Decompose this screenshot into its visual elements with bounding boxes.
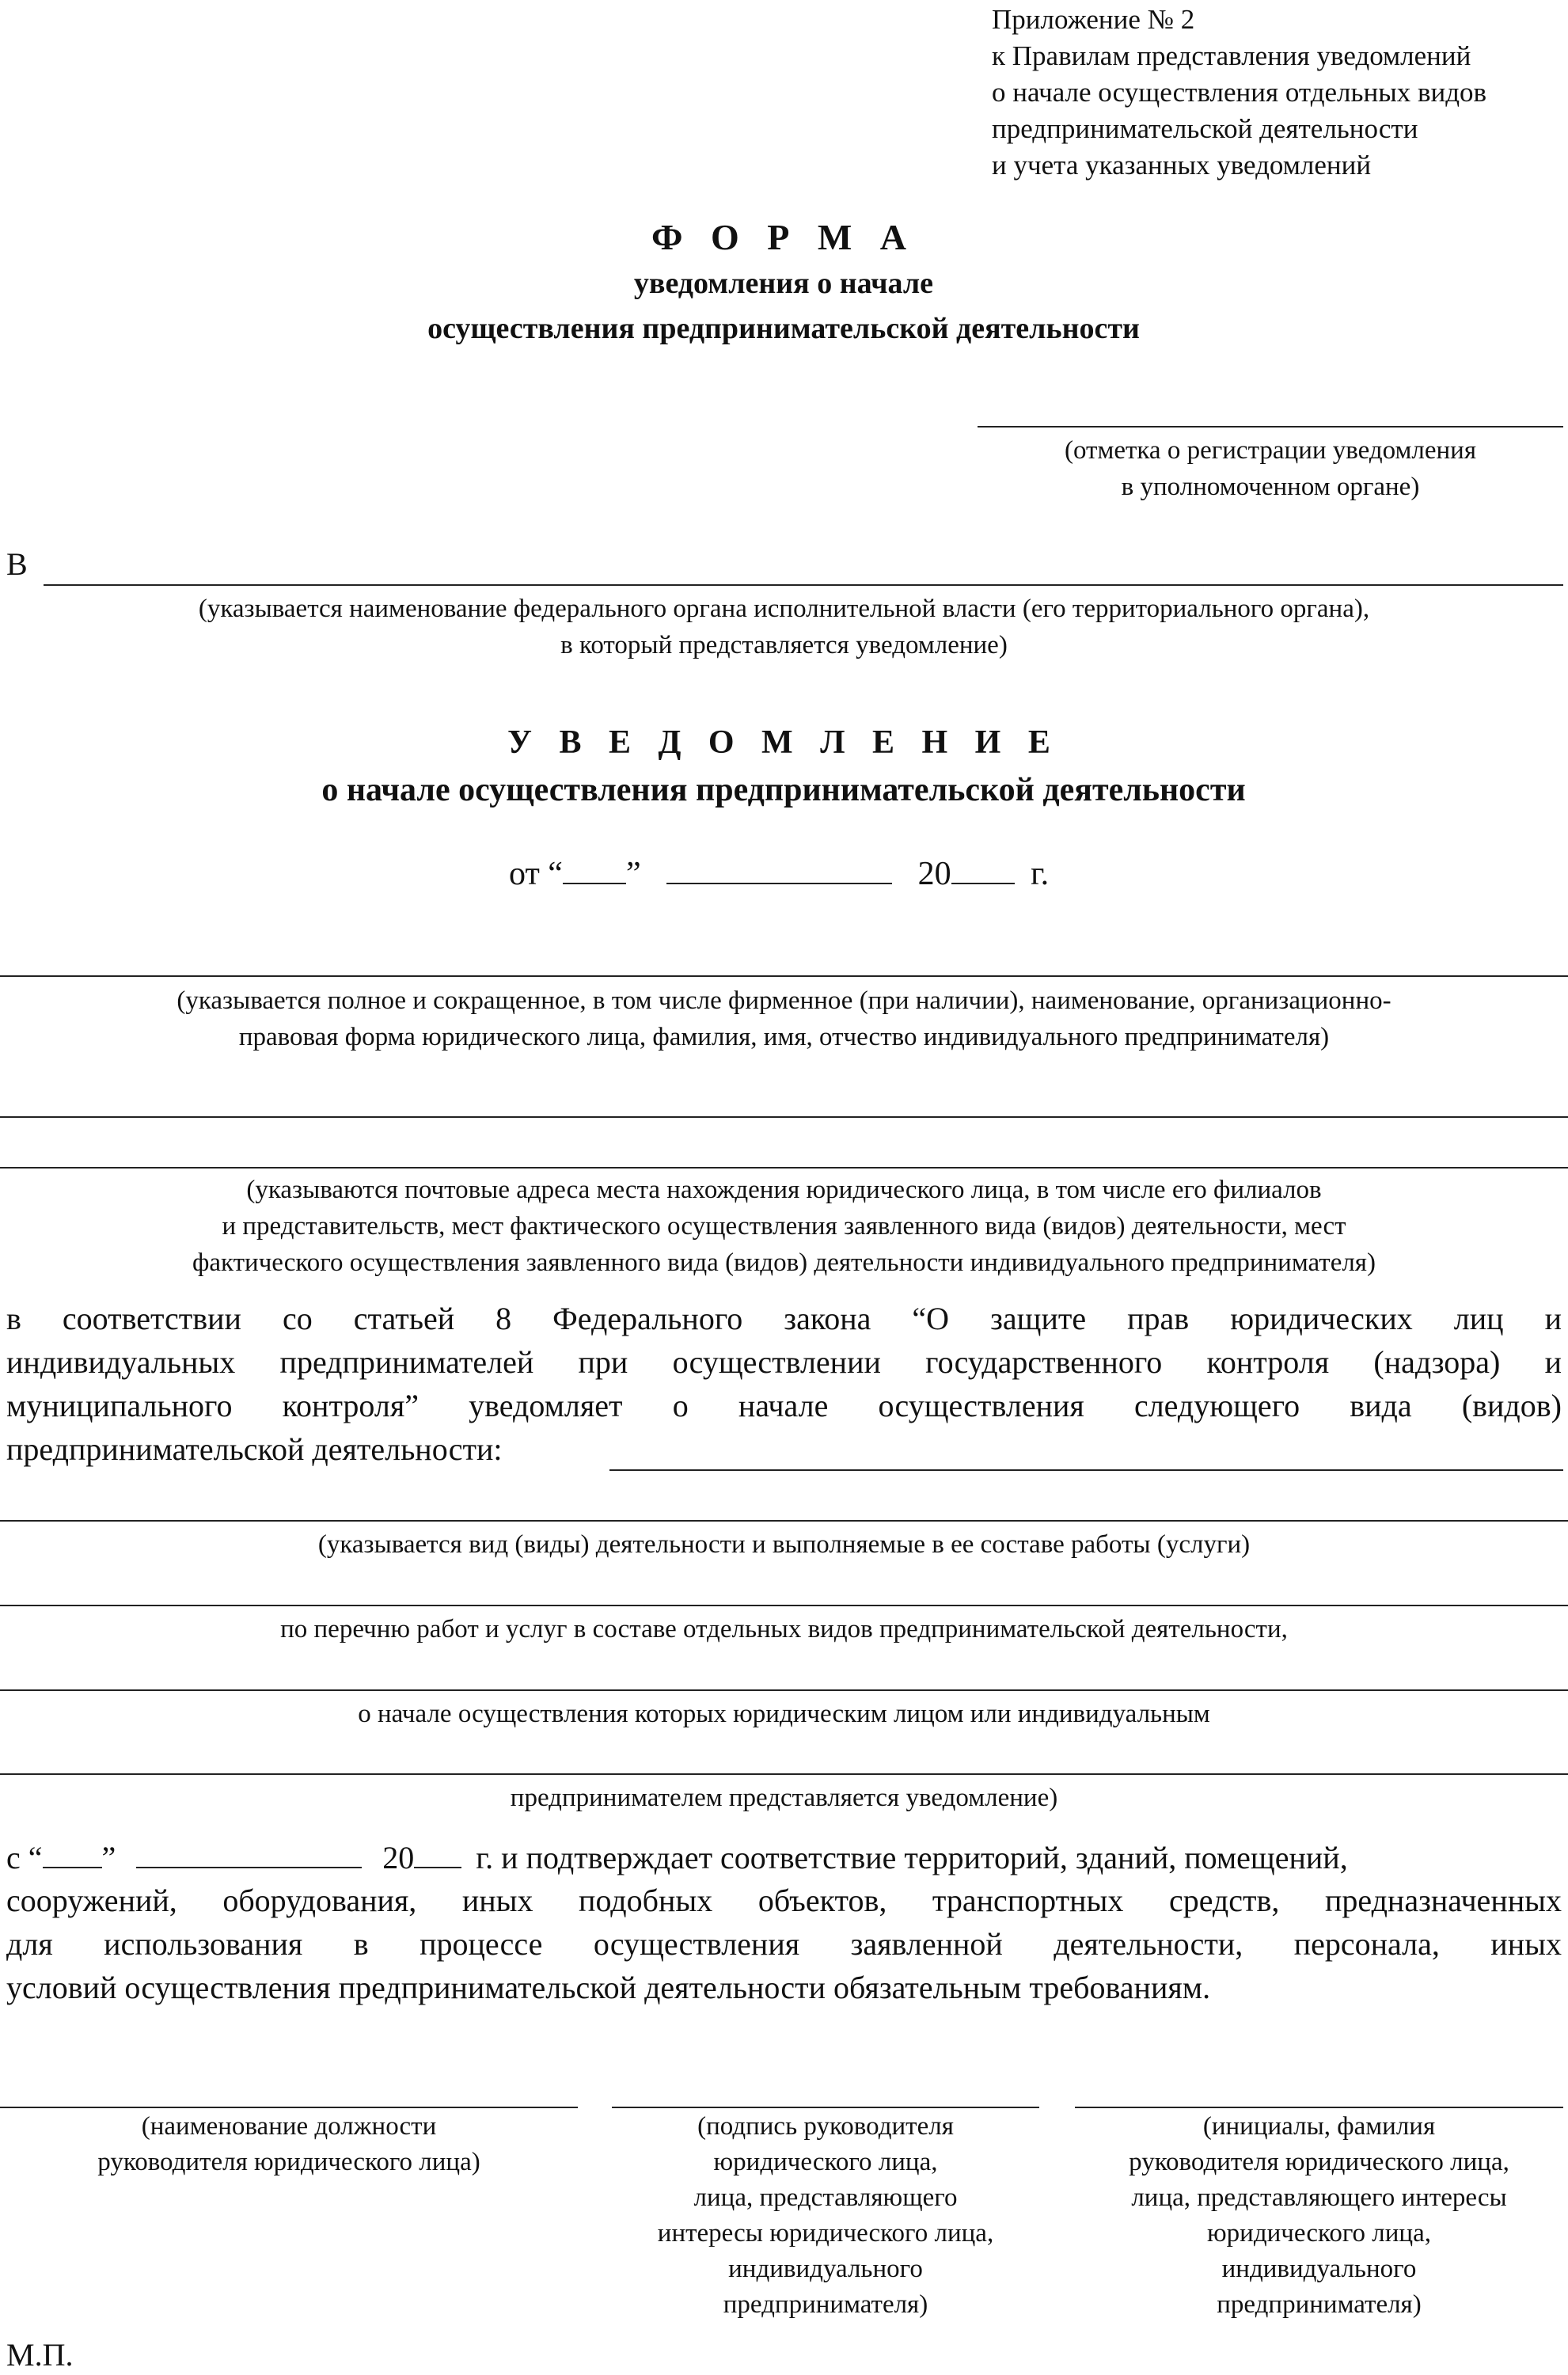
- entity-caption: [6, 982, 1562, 1055]
- start-month-blank[interactable]: [136, 1835, 362, 1868]
- form-title: Ф О Р М А: [651, 217, 917, 257]
- date-prefix: от “: [509, 856, 563, 892]
- recipient-caption: [6, 591, 1562, 663]
- caption-line: предпринимателя): [1217, 2290, 1422, 2319]
- caption-line: предпринимателем представляется уведомление): [510, 1784, 1058, 1812]
- paragraph-line: для использования в процессе осуществления заявленной деятельности, персонала, иных: [6, 1926, 1562, 1962]
- appendix-line: предпринимательской деятельности: [992, 113, 1418, 144]
- position-caption: [0, 2109, 578, 2180]
- main-paragraph: [6, 1297, 1562, 1471]
- registration-caption: [978, 432, 1563, 505]
- paragraph-line: в соответствии со статьей 8 Федерального закона “О защите прав юридических лиц и: [6, 1301, 1562, 1336]
- caption-line: (подпись руководителя: [697, 2112, 954, 2141]
- caption-line: индивидуального: [1221, 2255, 1417, 2283]
- caption-line: (указывается вид (виды) деятельности и выполняемые в ее составе работы (услуги): [317, 1530, 1251, 1559]
- date-suffix: г.: [1031, 856, 1050, 892]
- caption-line: в уполномоченном органе): [1121, 473, 1420, 501]
- activity-type-line-5[interactable]: [0, 1773, 1568, 1775]
- activity-type-line-3[interactable]: [0, 1605, 1568, 1606]
- start-date-quote-close: ”: [101, 1840, 116, 1875]
- caption-line: (указывается наименование федерального органа исполнительной власти (его территориального органа),: [198, 595, 1370, 623]
- month-blank[interactable]: [666, 851, 892, 884]
- caption-line: предпринимателя): [723, 2290, 928, 2319]
- recipient-prefix: В: [6, 546, 28, 582]
- appendix-line: Приложение № 2: [992, 4, 1195, 35]
- caption-line: (указывается полное и сокращенное, в том числе фирменное (при наличии), наименование, организационно-: [177, 986, 1391, 1015]
- paragraph-line: условий осуществления предпринимательской деятельности обязательным требованиям.: [6, 1970, 1211, 2005]
- name-caption: [1075, 2109, 1563, 2323]
- activity-type-line-2[interactable]: [0, 1520, 1568, 1522]
- caption-line: лица, представляющего: [693, 2183, 958, 2212]
- recipient-line[interactable]: [44, 584, 1563, 586]
- year-blank[interactable]: [951, 851, 1015, 884]
- address-line-1[interactable]: [0, 1116, 1568, 1118]
- activity-caption-4: [6, 1780, 1562, 1816]
- caption-line: в который представляется уведомление): [560, 631, 1008, 659]
- activity-type-line-1[interactable]: [609, 1469, 1563, 1471]
- appendix-header: [992, 2, 1562, 184]
- caption-line: руководителя юридического лица,: [1129, 2148, 1509, 2176]
- form-heading: [79, 214, 1488, 352]
- paragraph-line: индивидуальных предпринимателей при осуществлении государственного контроля (надзора) и: [6, 1344, 1562, 1380]
- caption-line: юридического лица,: [713, 2148, 938, 2176]
- caption-line: (отметка о регистрации уведомления: [1064, 436, 1477, 465]
- caption-line: правовая форма юридического лица, фамилия, имя, отчество индивидуального предпринимателя): [238, 1023, 1330, 1051]
- caption-line: (инициалы, фамилия: [1202, 2112, 1436, 2141]
- start-year-blank[interactable]: [414, 1835, 461, 1868]
- date-year-prefix: 20: [917, 856, 951, 892]
- caption-line: по перечню работ и услуг в составе отдельных видов предпринимательской деятельности,: [280, 1615, 1288, 1644]
- caption-line: лица, представляющего интересы: [1131, 2183, 1507, 2212]
- appendix-line: и учета указанных уведомлений: [992, 150, 1372, 180]
- compliance-paragraph: [6, 1835, 1562, 2009]
- day-blank[interactable]: [563, 851, 626, 884]
- caption-line: (наименование должности: [141, 2112, 437, 2141]
- activity-caption-2: [6, 1611, 1562, 1647]
- compliance-first-line: [6, 1835, 1562, 1879]
- start-year-prefix: 20: [382, 1840, 415, 1875]
- caption-line: и представительств, мест фактического осуществления заявленного вида (видов) деятельности, мест: [222, 1212, 1346, 1241]
- compliance-line-1-rest: г. и подтверждает соответствие территорий, зданий, помещений,: [476, 1840, 1348, 1875]
- date-quote-close: ”: [625, 856, 641, 892]
- signature-line[interactable]: [612, 2107, 1039, 2108]
- appendix-line: о начале осуществления отдельных видов: [992, 77, 1487, 108]
- caption-line: фактического осуществления заявленного вида (видов) деятельности индивидуального предпринимателя): [192, 1248, 1376, 1277]
- appendix-line: к Правилам представления уведомлений: [992, 40, 1471, 71]
- start-day-blank[interactable]: [43, 1835, 102, 1868]
- notification-heading: [79, 719, 1488, 814]
- form-subtitle-2: осуществления предпринимательской деятельности: [427, 312, 1140, 345]
- entity-name-line[interactable]: [0, 975, 1568, 977]
- paragraph-line: муниципального контроля” уведомляет о начале осуществления следующего вида (видов): [6, 1388, 1562, 1423]
- activity-caption-1: [6, 1526, 1562, 1563]
- activity-caption-3: [6, 1696, 1562, 1732]
- start-date-prefix: с “: [6, 1840, 43, 1875]
- notification-title: У В Е Д О М Л Е Н И Е: [507, 724, 1060, 761]
- address-caption: [6, 1172, 1562, 1281]
- notification-subtitle: о начале осуществления предпринимательской деятельности: [321, 772, 1246, 808]
- caption-line: о начале осуществления которых юридическим лицом или индивидуальным: [358, 1700, 1210, 1728]
- caption-line: руководителя юридического лица): [97, 2148, 480, 2176]
- paragraph-line: предпринимательской деятельности:: [6, 1431, 503, 1467]
- registration-mark-line[interactable]: [978, 426, 1563, 428]
- paragraph-line: сооружений, оборудования, иных подобных объектов, транспортных средств, предназначенных: [6, 1883, 1562, 1918]
- caption-line: интересы юридического лица,: [657, 2219, 994, 2248]
- signature-caption: [612, 2109, 1039, 2323]
- caption-line: индивидуального: [728, 2255, 923, 2283]
- date-row: [509, 851, 1049, 896]
- address-line-2[interactable]: [0, 1167, 1568, 1168]
- name-line[interactable]: [1075, 2107, 1563, 2108]
- activity-type-line-4[interactable]: [0, 1689, 1568, 1691]
- caption-line: юридического лица,: [1207, 2219, 1431, 2248]
- position-line[interactable]: [0, 2107, 578, 2108]
- form-subtitle-1: уведомления о начале: [633, 267, 934, 300]
- stamp-place: М.П.: [6, 2337, 74, 2373]
- caption-line: (указываются почтовые адреса места нахождения юридического лица, в том числе его филиалов: [246, 1176, 1322, 1204]
